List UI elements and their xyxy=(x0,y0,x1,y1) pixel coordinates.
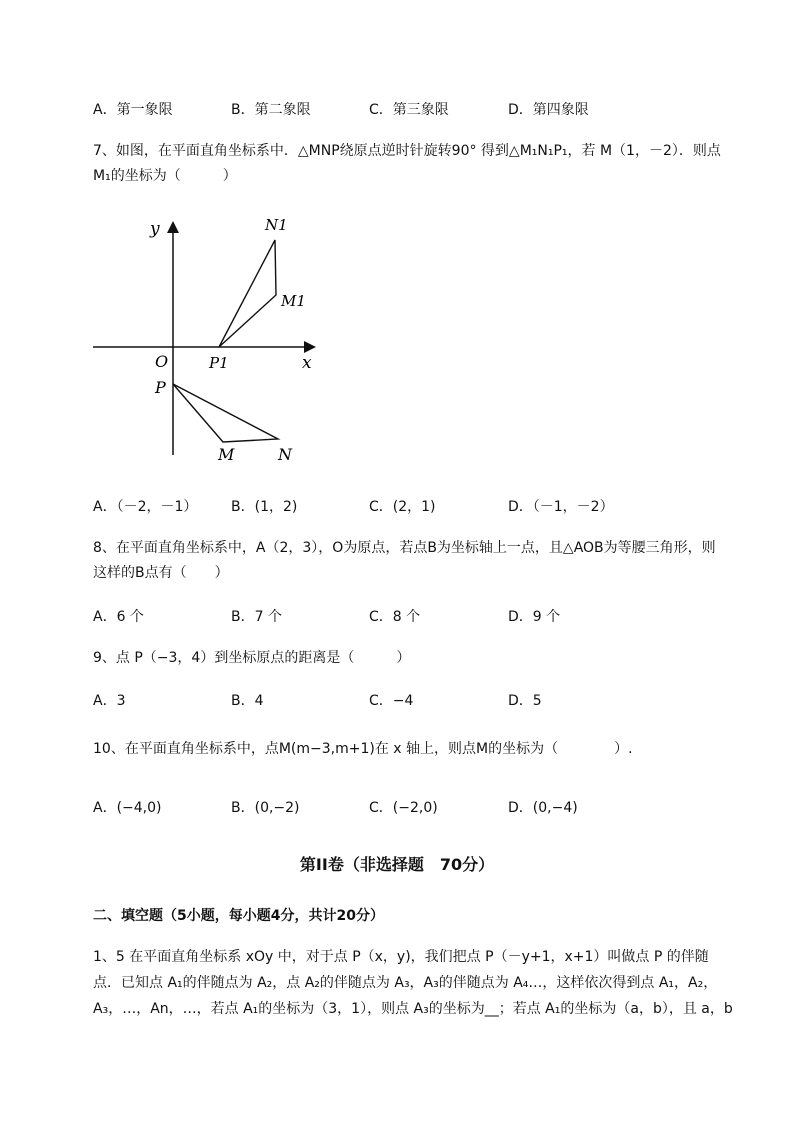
origin-label: O xyxy=(155,352,169,371)
q8-option-d[interactable]: D．9 个 xyxy=(508,609,561,625)
q8-option-b[interactable]: B．7 个 xyxy=(231,609,282,625)
q7-option-c[interactable]: C．(2，1) xyxy=(369,499,436,515)
point-n-label: N xyxy=(278,445,292,464)
point-p-label: P xyxy=(155,378,166,397)
point-m-label: M xyxy=(218,445,235,464)
q7-figure xyxy=(88,210,328,470)
q9-option-a[interactable]: A．3 xyxy=(93,693,126,709)
point-m1-label: M1 xyxy=(281,292,306,310)
q6-options xyxy=(93,99,713,119)
q9-option-b[interactable]: B．4 xyxy=(231,693,264,709)
section2-heading: 二、填空题（5小题，每小题4分，共计20分） xyxy=(93,908,384,924)
part2-title: 第II卷（非选择题 70分） xyxy=(299,855,495,874)
q10-option-b[interactable]: B．(0,−2) xyxy=(231,800,300,816)
q7-option-b[interactable]: B．(1，2) xyxy=(231,499,298,515)
q10-option-d[interactable]: D．(0,−4) xyxy=(508,800,578,816)
fill1-line3: A₃，…，An，…，若点 A₁的坐标为（3，1），则点 A₃的坐标为__；若点 A₁的坐标为（a，b），且 a，b xyxy=(93,1001,733,1017)
q6-option-a[interactable]: A．第一象限 xyxy=(93,102,173,118)
q10-options xyxy=(93,797,713,817)
fill1-line2: 点．已知点 A₁的伴随点为 A₂，点 A₂的伴随点为 A₃，A₃的伴随点为 A₄…，这样依次得到点 A₁，A₂， xyxy=(93,975,718,991)
x-axis-label: x xyxy=(302,353,312,373)
q9-option-d[interactable]: D．5 xyxy=(508,693,542,709)
fill1-line1: 1、5 在平面直角坐标系 xOy 中，对于点 P（x，y)，我们把点 P（－y+1，x+1）叫做点 P 的伴随 xyxy=(93,949,709,965)
q7-stem-line1: 7、如图，在平面直角坐标系中．△MNP绕原点逆时针旋转90° 得到△M₁N₁P₁，若 M（1，－2）．则点 xyxy=(93,143,721,159)
q7-options xyxy=(93,496,713,516)
q9-options xyxy=(93,690,713,710)
q10-stem: 10、在平面直角坐标系中，点M(m−3,m+1)在 x 轴上，则点M的坐标为（ ）. xyxy=(93,741,633,757)
q9-option-c[interactable]: C．−4 xyxy=(369,693,414,709)
q6-option-d[interactable]: D．第四象限 xyxy=(508,102,589,118)
q7-option-d[interactable]: D．（－1，－2） xyxy=(508,499,614,515)
q8-stem-line2: 这样的B点有（ ） xyxy=(93,565,229,581)
q8-options xyxy=(93,606,713,626)
triangle-p-m-n xyxy=(173,384,278,442)
q8-option-c[interactable]: C．8 个 xyxy=(369,609,421,625)
q8-option-a[interactable]: A．6 个 xyxy=(93,609,144,625)
q9-stem: 9、点 P（−3，4）到坐标原点的距离是（ ） xyxy=(93,650,411,666)
q7-stem-line2: M₁的坐标为（ ） xyxy=(93,168,237,184)
q10-option-c[interactable]: C．(−2,0) xyxy=(369,800,438,816)
q7-option-a[interactable]: A．（－2，－1） xyxy=(93,499,198,515)
triangle-p1-m1-n1 xyxy=(219,240,276,347)
q6-option-c[interactable]: C．第三象限 xyxy=(369,102,449,118)
q6-option-b[interactable]: B．第二象限 xyxy=(231,102,311,118)
q10-option-a[interactable]: A．(−4,0) xyxy=(93,800,162,816)
y-axis-label: y xyxy=(150,219,160,239)
point-n1-label: N1 xyxy=(265,216,288,234)
point-p1-label: P1 xyxy=(209,354,229,372)
q8-stem-line1: 8、在平面直角坐标系中，A（2，3），O为原点，若点B为坐标轴上一点，且△AOB为等腰三角形，则 xyxy=(93,540,716,556)
